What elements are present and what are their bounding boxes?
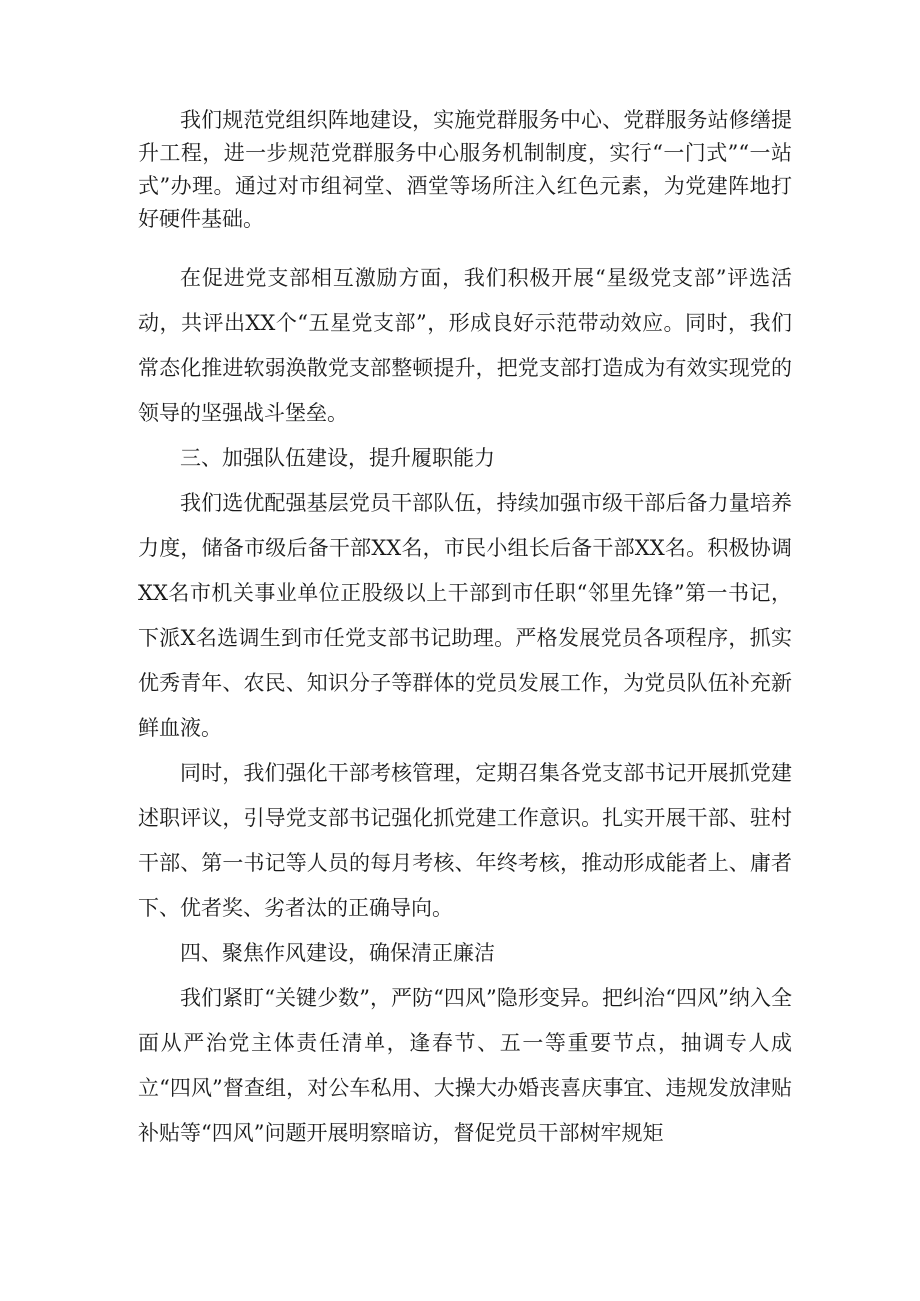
section-heading-work-style: 四、聚焦作风建设，确保清正廉洁 xyxy=(180,941,495,965)
paragraph-star-branch: 在促进党支部相互激励方面，我们积极开展“星级党支部”评选活动，共评出XX个“五星党支部”，形成良好示范带动效应。同时，我们常态化推进软弱涣散党支部整顿提升，把党支部打造成为有效实现党的领导的坚强战斗堡垒。 xyxy=(138,266,792,425)
document-body xyxy=(138,104,792,1156)
paragraph-cadre-assessment: 同时，我们强化干部考核管理，定期召集各党支部书记开展抓党建述职评议，引导党支部书记强化抓党建工作意识。扎实开展干部、驻村干部、第一书记等人员的每月考核、年终考核，推动形成能者上、庸者下、优者奖、劣者汰的正确导向。 xyxy=(138,761,792,920)
paragraph-four-winds: 我们紧盯“关键少数”，严防“四风”隐形变异。把纠治“四风”纳入全面从严治党主体责任清单，逢春节、五一等重要节点，抽调专人成立“四风”督查组，对公车私用、大操大办婚丧喜庆事宜、违规发放津贴补贴等“四风”问题开展明察暗访，督促党员干部树牢规矩 xyxy=(138,986,792,1145)
paragraph-position-building: 我们规范党组织阵地建设，实施党群服务中心、党群服务站修缮提升工程，进一步规范党群服务中心服务机制制度，实行“一门式”“一站式”办理。通过对市组祠堂、酒堂等场所注入红色元素，为党建阵地打好硬件基础。 xyxy=(138,108,792,231)
section-heading-team-building: 三、加强队伍建设，提升履职能力 xyxy=(180,446,495,470)
paragraph-cadre-selection: 我们选优配强基层党员干部队伍，持续加强市级干部后备力量培养力度，储备市级后备干部XX名，市民小组长后备干部XX名。积极协调XX名市机关事业单位正股级以上干部到市任职“邻里先锋”第一书记，下派X名选调生到市任党支部书记助理。严格发展党员各项程序，抓实优秀青年、农民、知识分子等群体的党员发展工作，为党员队伍补充新鲜血液。 xyxy=(138,491,792,740)
